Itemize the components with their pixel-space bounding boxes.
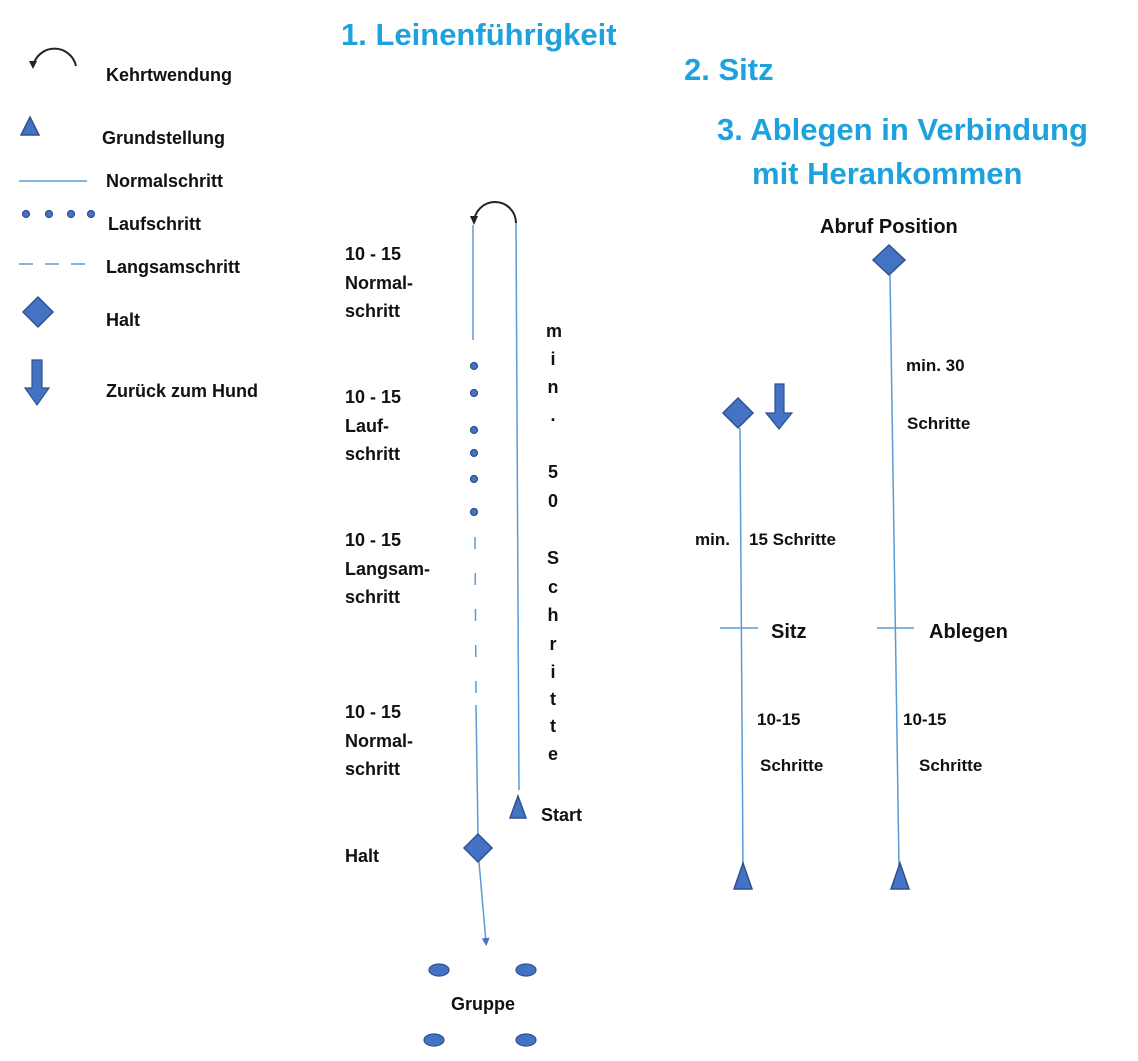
legend-grundstellung-icon bbox=[21, 117, 39, 135]
ex2-grundstellung-icon bbox=[734, 863, 752, 889]
ex1-vertical-char: 0 bbox=[547, 491, 558, 511]
legend-label-langsamschritt: Langsamschritt bbox=[106, 257, 241, 277]
ex1-normalschritt-line-bottom bbox=[476, 705, 478, 835]
ex1-vertical-char: . bbox=[550, 405, 556, 425]
ex1-halt-label: Halt bbox=[345, 846, 380, 866]
ex1-start-label: Start bbox=[541, 805, 583, 825]
ex1-gruppe-label: Gruppe bbox=[451, 994, 516, 1014]
ex2-zurueck-icon bbox=[766, 384, 792, 429]
ex2-path-line bbox=[740, 428, 743, 868]
ex1-vertical-char: S bbox=[546, 548, 559, 568]
legend-label-zurueck: Zurück zum Hund bbox=[106, 381, 258, 401]
ex1-vertical-char: i bbox=[550, 662, 556, 682]
ex1-kehrtwendung-icon bbox=[470, 202, 516, 225]
legend-halt-icon bbox=[23, 297, 53, 327]
ex1-vertical-char: c bbox=[547, 577, 558, 597]
ex1-halt-icon bbox=[464, 834, 492, 862]
ex3-min-unit: Schritte bbox=[907, 414, 971, 433]
legend-label-halt: Halt bbox=[106, 310, 141, 330]
ex3-steps-value: 10-15 bbox=[903, 710, 947, 729]
legend-kehrtwendung-icon bbox=[29, 49, 76, 69]
ex1-vertical-char: t bbox=[550, 716, 556, 736]
heading-ablegen-line2: mit Herankommen bbox=[752, 156, 1023, 191]
ex3-path-line bbox=[890, 275, 899, 868]
ex2-min-value: 15 Schritte bbox=[749, 530, 836, 549]
ex1-vertical-char: e bbox=[547, 744, 558, 764]
legend-laufschritt-icon bbox=[23, 211, 95, 218]
legend-label-grundstellung: Grundstellung bbox=[102, 128, 225, 148]
diagram-canvas: 1. Leinenführigkeit 2. Sitz 3. Ablegen in Verbindung mit Herankommen Kehrtwendung Grundstellung Normalschritt Laufschritt Langsamschritt Halt Zurück zum Hund 10 - 15 Normal- schritt 10 - 15 Lauf- schritt 10 - 15 Langsam- schritt 10 - 15 Normal- schritt m i n . 5 0 S c h r i t t e Start Halt Gruppe min. 15 Schritte Sitz 10-15 Schritte Abruf Position min. 30 Schritte Ablegen 10-15 Schritte bbox=[0, 0, 1138, 1061]
ex1-vertical-char: h bbox=[547, 605, 559, 625]
heading-leinenfuehrigkeit: 1. Leinenführigkeit bbox=[341, 17, 617, 52]
ex1-langsamschritt-line bbox=[475, 537, 476, 695]
legend-zurueck-icon bbox=[25, 360, 49, 405]
ex1-vertical-char: 5 bbox=[547, 462, 558, 482]
ex1-vertical-char: n bbox=[547, 377, 559, 397]
ex1-vertical-char: r bbox=[549, 634, 557, 654]
heading-sitz: 2. Sitz bbox=[684, 52, 774, 87]
ex2-min-label: min. bbox=[695, 530, 730, 549]
ex2-sitz-label: Sitz bbox=[771, 621, 807, 643]
ex1-arrow-to-gruppe bbox=[479, 862, 486, 942]
ex1-start-grundstellung-icon bbox=[510, 796, 526, 818]
ex1-vertical-char: t bbox=[550, 689, 556, 709]
ex3-grundstellung-icon bbox=[891, 863, 909, 889]
heading-ablegen-line1: 3. Ablegen in Verbindung bbox=[717, 112, 1088, 147]
ex3-steps-unit: Schritte bbox=[919, 756, 983, 775]
legend-label-laufschritt: Laufschritt bbox=[108, 214, 202, 234]
ex1-vertical-char: m bbox=[546, 321, 563, 341]
ex2-steps-unit: Schritte bbox=[760, 756, 824, 775]
ex3-abruf-label: Abruf Position bbox=[820, 216, 958, 238]
ex1-vertical-char: i bbox=[550, 349, 556, 369]
legend-label-kehrtwendung: Kehrtwendung bbox=[106, 65, 232, 85]
ex3-min-value: min. 30 bbox=[906, 356, 965, 375]
ex3-ablegen-label: Ablegen bbox=[929, 621, 1008, 643]
ex2-steps-value: 10-15 bbox=[757, 710, 801, 729]
legend-label-normalschritt: Normalschritt bbox=[106, 171, 224, 191]
ex1-laufschritt-dots bbox=[471, 363, 478, 516]
ex3-halt-icon bbox=[873, 245, 905, 275]
ex2-halt-icon bbox=[723, 398, 753, 428]
ex1-return-path bbox=[516, 223, 519, 790]
